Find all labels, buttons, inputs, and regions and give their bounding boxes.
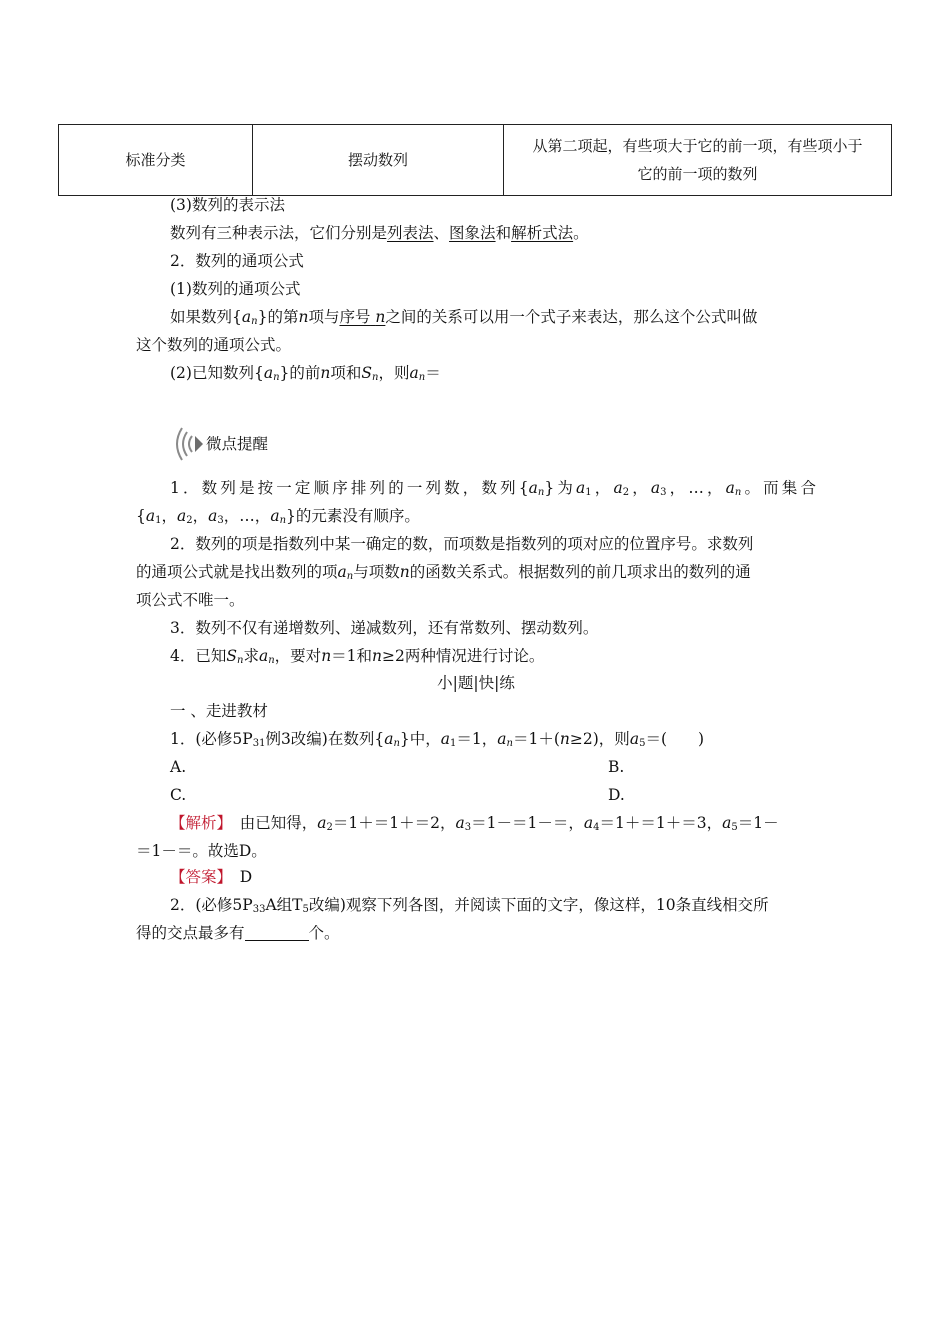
symbol: a [440,730,451,748]
text: 4．已知 [170,647,227,665]
text: 个。 [308,924,340,942]
symbol: n [418,372,426,383]
heading-representation: (3)数列的表示法 [170,196,285,214]
note-1-line-1: 1．数列是按一定顺序排列的一列数，数列$\{a_n\}$为$a_1$，$a_2$，$a_3$，…，$a_n$。而集合 [170,479,816,498]
practice-title: 小|题|快|练 [437,674,515,692]
text: 。 [573,224,589,242]
symbol: n [237,655,244,666]
answer-line [170,863,816,891]
text: 改编)观察下列各图，并阅读下面的文字，像这样，10条直线相交所 [308,896,769,914]
text: 如果数列{ [170,308,242,326]
note-1-line-2: {$a_1$，$a_2$，$a_3$，…，$a_n$}的元素没有顺序。 [136,507,420,526]
note-2-line-1: 2．数列的项是指数列中某一确定的数，而项数是指数列的项对应的位置序号。求数列 [170,535,754,553]
text: }中， [399,730,441,748]
text: 的函数关系式。根据数列的前几项求出的数列的通 [409,563,751,581]
text: 2．(必修5P [170,896,253,914]
text: ≥2)，则 [569,730,630,748]
text: ，要对 [274,647,322,665]
text: 求 [243,647,259,665]
symbol: n [537,487,545,498]
text: ＝1＋＝1＋＝3， [599,814,723,832]
signal-waves-icon [170,424,204,464]
symbol: n [399,563,410,581]
subheading-general-term: (1)数列的通项公式 [170,280,301,298]
answer-blank[interactable] [245,924,309,941]
question-2-line-2 [136,919,816,947]
text: ＝1和 [331,647,373,665]
text: (2)已知数列{ [170,364,264,382]
symbol: n [268,655,275,666]
representation-text [170,219,816,247]
symbol: S [226,647,237,665]
symbol: n [375,308,386,326]
practice-section: 一 、走进教材 [170,702,268,720]
text: 之间的关系可以用一个式子来表达，那么这个公式叫做 [385,308,758,326]
symbol: a [528,479,538,497]
answer-tag: 【答案】 [170,868,225,886]
analysis-tag: 【解析】 [170,814,225,832]
text: 1．(必修5P [170,730,253,748]
table-row [59,125,892,196]
text: 项与 [308,308,340,326]
symbol: a [317,814,327,832]
analysis-line-1: 【解析】 由已知得，$a_2=1+=1+=2$，$a_3=1-=1-=$，$a_4=1+=1+=3$，$a_5=1-$ [170,814,779,833]
table-cell-definition [504,125,892,196]
symbol: n [506,738,513,749]
text: { [136,507,146,525]
text: 、 [433,224,450,242]
classification-table [58,124,892,196]
text: 与项数 [353,563,400,581]
symbol: a [384,730,394,748]
note-2-line-3: 项公式不唯一。 [136,591,245,609]
text: }的前 [279,364,321,382]
method-list: 列表法 [387,224,434,242]
option-d[interactable]: D. [608,786,625,804]
symbol: a [722,814,732,832]
text: ＝1＋＝1＋＝2， [332,814,456,832]
symbol: n [393,738,400,749]
symbol: n [273,372,280,383]
symbol: n [279,515,287,526]
options-row-2 [170,781,816,809]
heading-general-term: 2．数列的通项公式 [170,252,304,270]
symbol: a [629,730,640,748]
definition-line-2: 这个数列的通项公式。 [136,336,292,354]
option-a[interactable]: A. [170,758,187,776]
text: ＝( ) [645,730,705,748]
text: … [688,479,704,497]
text: 的通项公式就是找出数列的项 [136,563,338,581]
note-3: 3．数列不仅有递增数列、递减数列，还有常数列、摆动数列。 [170,619,599,637]
answer-value: D [224,868,253,886]
text: ＝1， [456,730,498,748]
options-row-1 [170,753,816,781]
text: … [239,507,255,525]
symbol: a [258,647,269,665]
text: 项和 [330,364,362,382]
symbol: n [320,364,331,382]
text: 序号 [339,308,371,326]
symbol: a [241,308,252,326]
text: 得的交点最多有 [136,924,245,942]
table-cell-name: 摆动数列 [253,125,504,196]
subscript: 5 [302,904,309,915]
symbol: n [251,316,258,327]
symbol: a [455,814,465,832]
symbol: a [650,479,661,497]
symbol: a [337,563,347,581]
text: ， [254,507,271,525]
question-1: 1．(必修$5P_{31}$例3改编)在数列$\{a_n\}$中，$a_1=1$，$a_n=1+(n\ge 2)$，则$a_5=$( ) [170,730,705,749]
text: ＝1－ [737,814,779,832]
text: 由已知得， [224,814,318,832]
subscript: 31 [252,738,266,749]
text: 例3改编)在数列{ [265,730,385,748]
text: 。而集合 [741,479,816,497]
symbol: a [576,479,586,497]
subheading-partial-sum [170,359,816,392]
symbol: a [409,364,419,382]
text: 1．数列是按一定顺序排列的一列数，数列{ [170,479,529,497]
text: ，则 [378,364,410,382]
symbol: n [298,308,309,326]
definition-line-2: 它的前一项的数列 [637,165,758,183]
text: }为 [544,479,576,497]
symbol: a [270,507,280,525]
analysis-line-2: ＝1－＝。故选D。 [136,842,267,860]
text: 和 [495,224,512,242]
definition-line-1: 从第二项起，有些项大于它的前一项，有些项小于 [532,137,863,155]
text: ≥2两种情况进行讨论。 [382,647,545,665]
text: ＝ [425,364,441,382]
text: ， [703,479,726,497]
symbol: a [177,507,187,525]
symbol: n [321,647,332,665]
symbol: a [263,364,274,382]
symbol: a [583,814,594,832]
text: 数列有三种表示法，它们分别是 [170,224,388,242]
text: }的元素没有顺序。 [286,507,420,525]
symbol: n [372,372,379,383]
symbol: a [613,479,623,497]
text: ＝1－＝1－＝， [471,814,584,832]
symbol: n [372,647,383,665]
subscript: 33 [252,904,266,915]
symbol: a [145,507,156,525]
text: ＝1＋( [513,730,560,748]
text: }的第 [257,308,299,326]
symbol: a [497,730,507,748]
symbol: n [346,571,354,582]
text: A组T [265,896,303,914]
method-formula: 解析式法 [511,224,574,242]
underlined-index [339,308,385,326]
symbol: S [361,364,373,382]
table-cell-category: 标准分类 [59,125,253,196]
option-b[interactable]: B. [608,758,625,776]
symbol: n [559,730,570,748]
option-c[interactable]: C. [170,786,187,804]
method-graph: 图象法 [449,224,496,242]
symbol: a [208,507,218,525]
symbol: a [725,479,735,497]
tip-title: 微点提醒 [206,435,269,453]
symbol: n [734,487,742,498]
